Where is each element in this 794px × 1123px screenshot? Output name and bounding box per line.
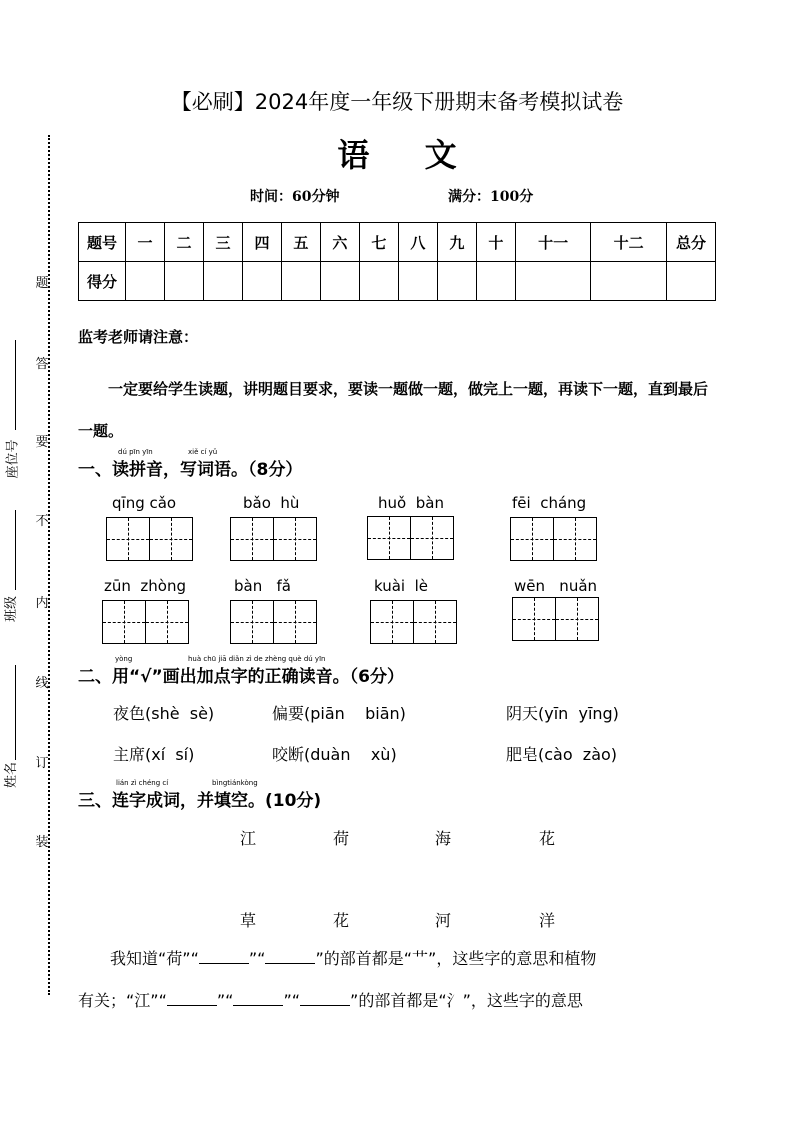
writing-grid[interactable] <box>230 600 316 644</box>
notice-body: 一定要给学生读题，讲明题目要求，要读一题做一题，做完上一题，再读下一题，直到最后一题。 <box>78 380 709 440</box>
tian-cell[interactable] <box>106 517 150 561</box>
binding-char: 线 <box>35 676 49 691</box>
score-cell[interactable] <box>437 262 476 301</box>
sentence-text: 有关；“江”“ <box>78 991 167 1010</box>
score-cell[interactable] <box>281 262 320 301</box>
score-cell[interactable] <box>667 262 716 301</box>
reading-option[interactable]: 咬断(duàn xù) <box>272 745 397 764</box>
writing-grid[interactable] <box>512 597 598 641</box>
score-cell[interactable] <box>164 262 203 301</box>
binding-char: 装 <box>35 835 49 850</box>
fill-blank[interactable] <box>199 963 249 964</box>
score-table-score-row <box>79 262 716 301</box>
section2-ruby: yòng <box>115 655 133 663</box>
fill-sentence-1 <box>78 938 718 980</box>
fill-blank[interactable] <box>233 1005 283 1006</box>
tian-cell[interactable] <box>410 516 454 560</box>
binding-char: 要 <box>35 435 49 450</box>
binding-char: 题 <box>35 276 49 291</box>
sentence-text: ”的部首都是“艹”，这些字的意思和植物 <box>315 949 597 968</box>
sentence-text: ”“ <box>216 991 234 1010</box>
tian-cell[interactable] <box>230 600 274 644</box>
table-cell: 四 <box>242 223 281 262</box>
tian-cell[interactable] <box>555 597 599 641</box>
score-cell[interactable] <box>591 262 667 301</box>
section2-ruby: huà chū jiā diǎn zì de zhèng què dú yīn <box>188 655 326 663</box>
name-label: 姓名 <box>4 761 20 789</box>
binding-char: 内 <box>35 596 49 611</box>
tian-cell[interactable] <box>413 600 457 644</box>
writing-grid[interactable] <box>106 517 192 561</box>
table-cell: 七 <box>359 223 398 262</box>
reading-option[interactable]: 夜色(shè sè) <box>113 704 215 723</box>
match-char-bottom[interactable]: 草 <box>240 911 257 930</box>
class-blank[interactable] <box>15 510 16 590</box>
tian-cell[interactable] <box>149 517 193 561</box>
pinyin-label: huǒ bàn <box>378 494 444 512</box>
score-cell[interactable] <box>320 262 359 301</box>
table-cell: 得分 <box>79 262 126 301</box>
match-char-top[interactable]: 江 <box>240 829 257 848</box>
score-cell[interactable] <box>398 262 437 301</box>
subject-title: 语 文 <box>337 136 479 174</box>
tian-cell[interactable] <box>273 600 317 644</box>
tian-cell[interactable] <box>367 516 411 560</box>
tian-cell[interactable] <box>370 600 414 644</box>
writing-grid[interactable] <box>367 516 453 560</box>
score-cell[interactable] <box>242 262 281 301</box>
notice-heading: 监考老师请注意： <box>78 328 199 346</box>
score-cell[interactable] <box>476 262 515 301</box>
writing-grid[interactable] <box>510 517 596 561</box>
section1-ruby: dú pīn yīn <box>118 448 153 456</box>
table-cell: 十二 <box>591 223 667 262</box>
table-cell: 八 <box>398 223 437 262</box>
fill-sentence-2 <box>78 980 718 1022</box>
score-table <box>78 222 716 301</box>
reading-option[interactable]: 阴天(yīn yīng) <box>506 704 619 723</box>
pinyin-label: bǎo hù <box>243 494 300 512</box>
table-cell: 题号 <box>79 223 126 262</box>
tian-cell[interactable] <box>230 517 274 561</box>
table-cell: 十 <box>476 223 515 262</box>
pinyin-label: qīng cǎo <box>112 494 177 512</box>
fill-blank[interactable] <box>265 963 315 964</box>
writing-grid[interactable] <box>230 517 316 561</box>
match-char-bottom[interactable]: 河 <box>435 911 452 930</box>
tian-cell[interactable] <box>510 517 554 561</box>
score-table-header-row <box>79 223 716 262</box>
pinyin-label: kuài lè <box>374 577 429 595</box>
reading-option[interactable]: 肥皂(cào zào) <box>506 745 618 764</box>
exam-title: 【必刷】2024年度一年级下册期末备考模拟试卷 <box>170 90 624 114</box>
table-cell: 总分 <box>667 223 716 262</box>
class-label: 班级 <box>4 595 20 623</box>
pinyin-label: bàn fǎ <box>234 577 291 595</box>
match-char-top[interactable]: 海 <box>435 829 452 848</box>
pinyin-label: wēn nuǎn <box>514 577 598 595</box>
score-cell[interactable] <box>126 262 165 301</box>
tian-cell[interactable] <box>553 517 597 561</box>
tian-cell[interactable] <box>145 600 189 644</box>
table-cell: 六 <box>320 223 359 262</box>
reading-option[interactable]: 主席(xí sí) <box>113 745 195 764</box>
fill-blank[interactable] <box>300 1005 350 1006</box>
score-cell[interactable] <box>203 262 242 301</box>
section3-title: 三、连字成词，并填空。(10分) <box>78 791 322 811</box>
pinyin-label: fēi cháng <box>512 494 587 512</box>
sentence-text: ”的部首都是“氵”，这些字的意思 <box>350 991 583 1010</box>
writing-grid[interactable] <box>102 600 188 644</box>
match-char-top[interactable]: 荷 <box>333 829 350 848</box>
pinyin-label: zūn zhòng <box>104 577 187 595</box>
table-cell: 二 <box>164 223 203 262</box>
score-cell[interactable] <box>359 262 398 301</box>
tian-cell[interactable] <box>102 600 146 644</box>
table-cell: 一 <box>126 223 165 262</box>
sentence-text: 我知道“荷”“ <box>110 949 199 968</box>
binding-dotted-line <box>48 135 50 995</box>
table-cell: 九 <box>437 223 476 262</box>
section2-title: 二、用“√”画出加点字的正确读音。（6分） <box>78 667 405 687</box>
sentence-text: ”“ <box>283 991 301 1010</box>
match-char-bottom[interactable]: 花 <box>333 911 350 930</box>
name-blank[interactable] <box>15 665 16 760</box>
tian-cell[interactable] <box>512 597 556 641</box>
fill-blank[interactable] <box>167 1005 217 1006</box>
section1-title: 一、读拼音，写词语。（8分） <box>78 460 303 480</box>
match-char-bottom[interactable]: 洋 <box>539 911 556 930</box>
section3-ruby: bìngtiánkòng <box>212 779 258 787</box>
reading-option[interactable]: 偏要(piān biān) <box>272 704 406 723</box>
binding-char: 答 <box>35 357 49 372</box>
table-cell: 三 <box>203 223 242 262</box>
seat-number-blank[interactable] <box>15 340 16 430</box>
seat-number-label: 座位号 <box>5 439 21 479</box>
section3-ruby: lián zì chéng cí <box>116 779 169 787</box>
section1-ruby: xiě cí yǔ <box>188 448 218 456</box>
sentence-text: ”“ <box>248 949 266 968</box>
binding-char: 订 <box>35 756 49 771</box>
score-cell[interactable] <box>515 262 591 301</box>
tian-cell[interactable] <box>273 517 317 561</box>
full-score: 满分：100分 <box>448 189 534 205</box>
match-char-top[interactable]: 花 <box>539 829 556 848</box>
binding-char: 不 <box>35 514 49 529</box>
writing-grid[interactable] <box>370 600 456 644</box>
table-cell: 五 <box>281 223 320 262</box>
exam-time: 时间：60分钟 <box>250 189 340 205</box>
table-cell: 十一 <box>515 223 591 262</box>
